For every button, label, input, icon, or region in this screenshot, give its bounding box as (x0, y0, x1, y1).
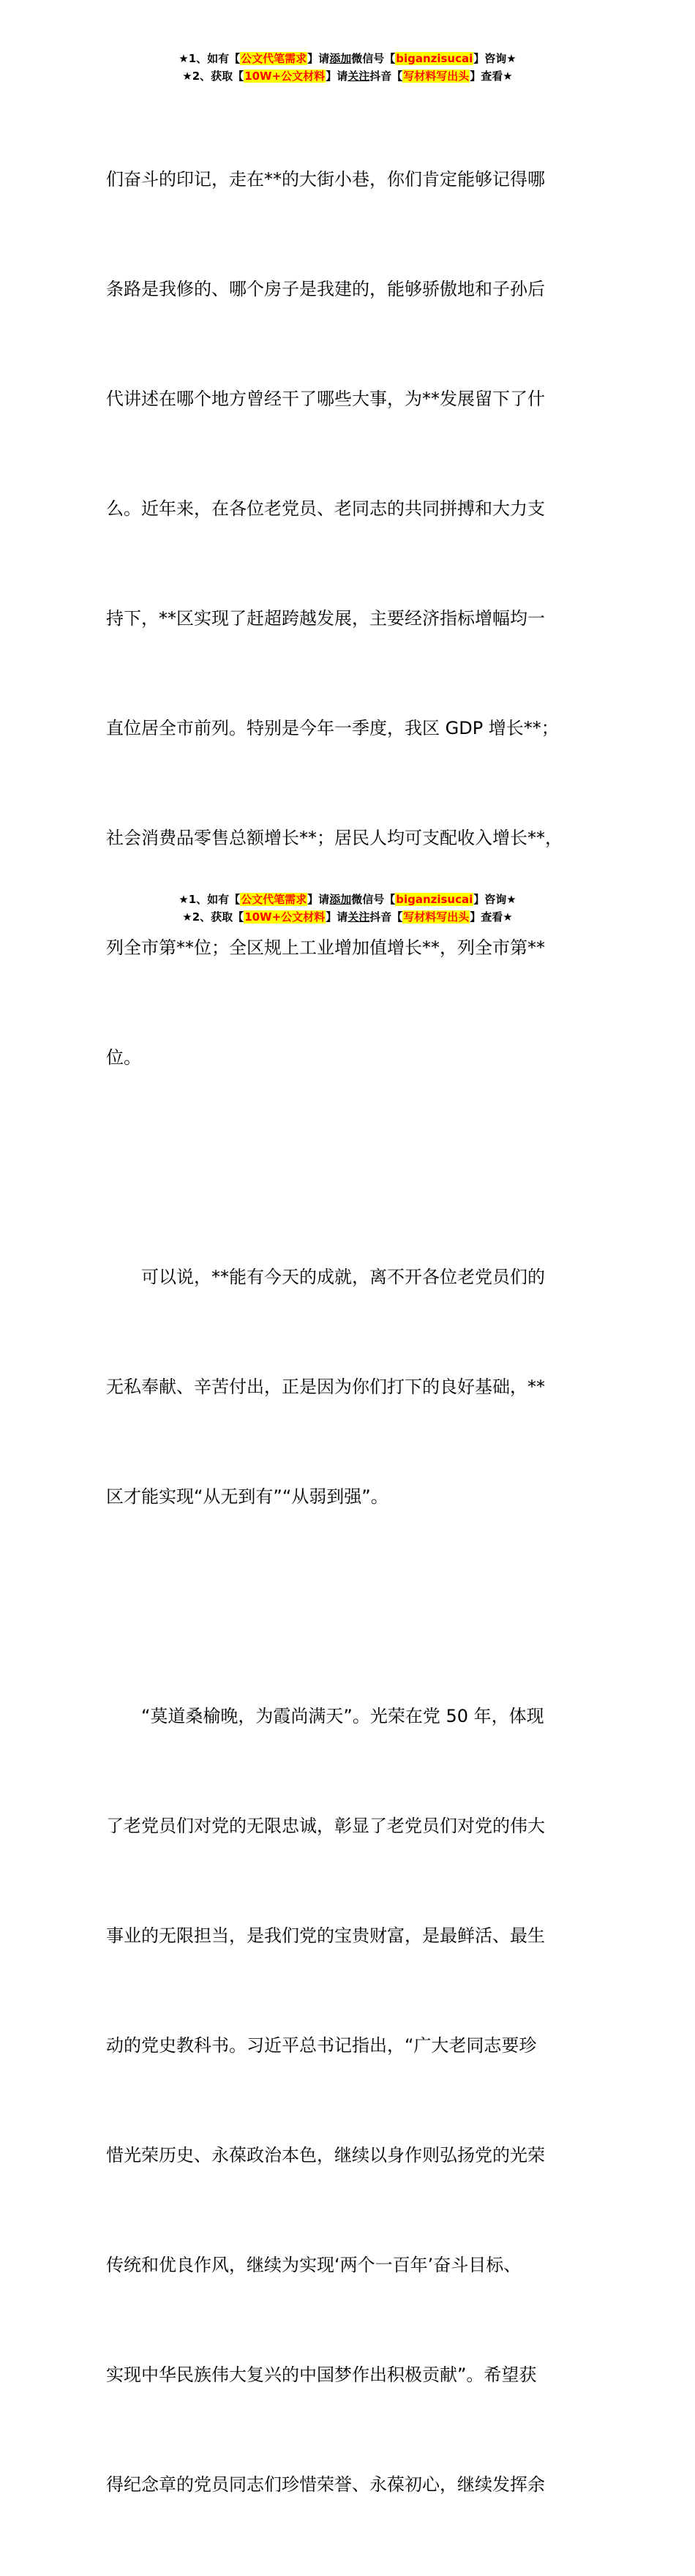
notice-text: 抖音【 (369, 70, 403, 83)
notice-text: ★1、如有【 (179, 893, 241, 906)
notice-text: 】咨询★ (473, 52, 516, 65)
offer-highlight: 10W+公文材料 (244, 70, 326, 83)
wechat-id-highlight: biganzisucai (396, 52, 473, 65)
document-body (106, 88, 611, 2576)
text-line: 持下，**区实现了赶超跨越发展，主要经济指标增幅均一 (106, 608, 545, 629)
paragraph-spacer (106, 1149, 611, 1186)
text-line: 惜光荣历史、永葆政治本色，继续以身作则弘扬党的光荣 (106, 2145, 545, 2165)
text-line: 动的党史教科书。习近平总书记指出，“广大老同志要珍 (106, 2035, 537, 2056)
text-line: 实现中华民族伟大复兴的中国梦作出积极贡献”。希望获 (106, 2365, 537, 2385)
add-emphasis: 添加 (329, 52, 352, 65)
notice-text: 】请 (307, 893, 330, 906)
text-line: 区才能实现“从无到有”“从弱到强”。 (106, 1486, 388, 1507)
text-line: 位。 (106, 1047, 141, 1068)
text-line: “莫道桑榆晚，为霞尚满天”。光荣在党 50 年，体现 (106, 1706, 544, 1726)
notice-text: 微信号【 (351, 52, 396, 65)
text-line: 社会消费品零售总额增长**；居民人均可支配收入增长**， (106, 828, 563, 848)
notice-text: 微信号【 (351, 893, 396, 906)
footer-notice-line-2 (0, 908, 695, 926)
footer-notice-line-1 (0, 891, 695, 908)
service-highlight: 公文代笔需求 (241, 893, 307, 906)
notice-text: ★2、获取【 (182, 70, 244, 83)
notice-text: 】请 (326, 910, 348, 924)
text-line: 条路是我修的、哪个房子是我建的，能够骄傲地和子孙后 (106, 279, 545, 299)
text-line: 事业的无限担当，是我们党的宝贵财富，是最鲜活、最生 (106, 1925, 545, 1946)
header-notice-line-2 (0, 67, 695, 85)
notice-text: ★1、如有【 (179, 52, 241, 65)
header-notice-line-1 (0, 50, 695, 67)
notice-text: 】请 (326, 70, 348, 83)
paragraph-3 (106, 1625, 611, 2576)
text-line: 么。近年来，在各位老党员、老同志的共同拼搏和大力支 (106, 498, 545, 519)
notice-text: 抖音【 (369, 910, 403, 924)
text-line: 列全市第**位；全区规上工业增加值增长**，列全市第** (106, 937, 545, 958)
text-line: 代讲述在哪个地方曾经干了哪些大事，为**发展留下了什 (106, 389, 545, 409)
douyin-id-highlight: 写材料写出头 (403, 910, 470, 924)
wechat-id-highlight: biganzisucai (396, 893, 473, 906)
text-line: 们奋斗的印记，走在**的大街小巷，你们肯定能够记得哪 (106, 169, 545, 190)
notice-text: ★2、获取【 (182, 910, 244, 924)
notice-text: 】查看★ (470, 910, 513, 924)
text-line: 了老党员们对党的无限忠诚，彰显了老党员们对党的伟大 (106, 1816, 545, 1836)
offer-highlight: 10W+公文材料 (244, 910, 326, 924)
text-line: 无私奉献、辛苦付出，正是因为你们打下的良好基础，** (106, 1377, 545, 1397)
notice-text: 】请 (307, 52, 330, 65)
text-line: 可以说，**能有今天的成就，离不开各位老党员们的 (106, 1267, 545, 1287)
douyin-id-highlight: 写材料写出头 (403, 70, 470, 83)
text-line: 传统和优良作风，继续为实现‘两个一百年’奋斗目标、 (106, 2255, 522, 2275)
follow-emphasis: 关注 (348, 70, 370, 83)
text-line: 得纪念章的党员同志们珍惜荣誉、永葆初心，继续发挥余 (106, 2474, 545, 2495)
header-notice (0, 50, 695, 85)
footer-notice (0, 891, 695, 926)
notice-text: 】查看★ (470, 70, 513, 83)
paragraph-2 (106, 1186, 611, 1588)
paragraph-spacer (106, 1588, 611, 1625)
add-emphasis: 添加 (329, 893, 352, 906)
follow-emphasis: 关注 (348, 910, 370, 924)
notice-text: 】咨询★ (473, 893, 516, 906)
text-line: 直位居全市前列。特别是今年一季度，我区 GDP 增长**； (106, 718, 559, 738)
paragraph-1 (106, 88, 611, 1149)
service-highlight: 公文代笔需求 (241, 52, 307, 65)
